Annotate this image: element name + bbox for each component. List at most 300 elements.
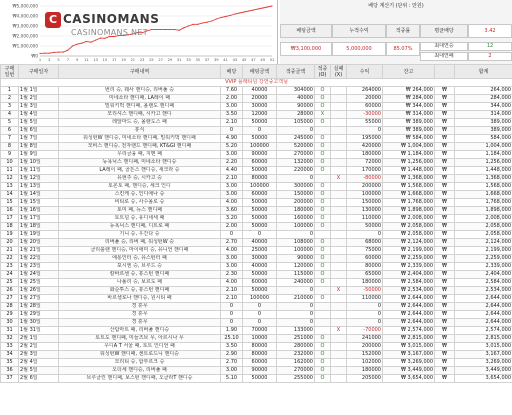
row-win-mark[interactable]: O bbox=[315, 119, 331, 127]
row-bets[interactable]: 휴식 bbox=[59, 127, 221, 135]
table-row[interactable] bbox=[1, 111, 512, 119]
row-currency[interactable]: ₩ bbox=[435, 159, 455, 167]
row-lose-mark[interactable] bbox=[331, 343, 347, 351]
table-row[interactable] bbox=[1, 351, 512, 359]
row-profit[interactable]: 0 bbox=[347, 319, 383, 327]
row-win-mark[interactable]: O bbox=[315, 167, 331, 175]
row-lose-mark[interactable] bbox=[331, 231, 347, 239]
row-lose-mark[interactable] bbox=[331, 263, 347, 271]
row-total[interactable]: 2,199,000 bbox=[455, 247, 512, 255]
row-date[interactable]: 1월 8일 bbox=[19, 143, 59, 151]
row-index[interactable]: 11 bbox=[1, 167, 19, 175]
row-payout[interactable]: 40000 bbox=[277, 95, 315, 103]
row-bets[interactable]: 나폴리 승, 보르도 패 bbox=[59, 279, 221, 287]
row-odds[interactable]: 0 bbox=[221, 303, 243, 311]
row-lose-mark[interactable] bbox=[331, 151, 347, 159]
row-currency[interactable]: ₩ bbox=[435, 343, 455, 351]
row-date[interactable]: 1월 26일 bbox=[19, 287, 59, 295]
table-row[interactable] bbox=[1, 327, 512, 335]
row-bets[interactable]: 모리티 승, 함부르크 승 bbox=[59, 359, 221, 367]
row-stake[interactable]: 25000 bbox=[243, 247, 277, 255]
row-total[interactable]: 389,000 bbox=[455, 127, 512, 135]
row-odds[interactable]: 3.00 bbox=[221, 263, 243, 271]
table-row[interactable] bbox=[1, 295, 512, 303]
row-stake[interactable]: 40000 bbox=[243, 87, 277, 95]
row-profit[interactable]: 0 bbox=[347, 127, 383, 135]
row-stake[interactable]: 60000 bbox=[243, 359, 277, 367]
row-profit[interactable]: 152000 bbox=[347, 351, 383, 359]
row-bets[interactable]: 번리 승, 웨사 핸디승, 리버풀 승 bbox=[59, 87, 221, 95]
row-currency[interactable]: ₩ bbox=[435, 127, 455, 135]
row-payout[interactable]: 210000 bbox=[277, 295, 315, 303]
row-profit[interactable]: 170000 bbox=[347, 167, 383, 175]
row-total[interactable]: 584,000 bbox=[455, 135, 512, 143]
row-stake[interactable]: 40000 bbox=[243, 239, 277, 247]
row-win-mark[interactable]: O bbox=[315, 151, 331, 159]
row-odds[interactable]: 3.60 bbox=[221, 207, 243, 215]
row-currency[interactable]: ₩ bbox=[435, 303, 455, 311]
table-row[interactable] bbox=[1, 95, 512, 103]
row-payout[interactable]: 251000 bbox=[277, 335, 315, 343]
row-date[interactable]: 1월 17일 bbox=[19, 215, 59, 223]
row-currency[interactable]: ₩ bbox=[435, 287, 455, 295]
row-stake[interactable]: 50000 bbox=[243, 119, 277, 127]
row-index[interactable]: 27 bbox=[1, 295, 19, 303]
row-stake[interactable]: 20000 bbox=[243, 95, 277, 103]
row-balance[interactable]: ₩ 1,368,000 bbox=[383, 175, 435, 183]
row-odds[interactable]: 2.70 bbox=[221, 359, 243, 367]
row-index[interactable]: 16 bbox=[1, 207, 19, 215]
row-date[interactable]: 1월 7일 bbox=[19, 135, 59, 143]
row-win-mark[interactable] bbox=[315, 287, 331, 295]
row-lose-mark[interactable] bbox=[331, 215, 347, 223]
row-bets[interactable]: 클리블랜 핸디승, 마이애미 승, 유니언 핸디패 bbox=[59, 247, 221, 255]
row-bets[interactable]: 토미 패, 뉴스 핸디패 bbox=[59, 207, 221, 215]
table-row[interactable] bbox=[1, 103, 512, 111]
row-payout[interactable]: 132000 bbox=[277, 159, 315, 167]
row-date[interactable]: 1월 20일 bbox=[19, 239, 59, 247]
row-win-mark[interactable]: O bbox=[315, 223, 331, 231]
row-currency[interactable]: ₩ bbox=[435, 271, 455, 279]
row-index[interactable]: 31 bbox=[1, 327, 19, 335]
row-odds[interactable]: 4.90 bbox=[221, 135, 243, 143]
row-index[interactable]: 30 bbox=[1, 319, 19, 327]
row-win-mark[interactable]: O bbox=[315, 247, 331, 255]
row-win-mark[interactable]: X bbox=[315, 111, 331, 119]
row-profit[interactable]: 150000 bbox=[347, 199, 383, 207]
row-payout[interactable]: 133000 bbox=[277, 327, 315, 335]
row-odds[interactable]: 2.10 bbox=[221, 287, 243, 295]
row-win-mark[interactable]: O bbox=[315, 135, 331, 143]
row-currency[interactable]: ₩ bbox=[435, 167, 455, 175]
row-date[interactable]: 1월 5일 bbox=[19, 119, 59, 127]
row-lose-mark[interactable] bbox=[331, 279, 347, 287]
row-stake[interactable]: 80000 bbox=[243, 343, 277, 351]
row-bets[interactable]: 경 휴무 bbox=[59, 303, 221, 311]
row-odds[interactable]: 0 bbox=[221, 319, 243, 327]
row-currency[interactable]: ₩ bbox=[435, 231, 455, 239]
row-profit[interactable]: 60000 bbox=[347, 255, 383, 263]
row-total[interactable]: 2,644,000 bbox=[455, 311, 512, 319]
row-total[interactable]: 344,000 bbox=[455, 103, 512, 111]
row-lose-mark[interactable] bbox=[331, 95, 347, 103]
row-win-mark[interactable]: O bbox=[315, 343, 331, 351]
table-row[interactable] bbox=[1, 367, 512, 375]
table-row[interactable] bbox=[1, 255, 512, 263]
table-row[interactable] bbox=[1, 175, 512, 183]
row-lose-mark[interactable]: X bbox=[331, 287, 347, 295]
row-profit[interactable]: 180000 bbox=[347, 151, 383, 159]
row-odds[interactable]: 4.00 bbox=[221, 279, 243, 287]
row-index[interactable]: 32 bbox=[1, 335, 19, 343]
row-win-mark[interactable]: O bbox=[315, 295, 331, 303]
row-currency[interactable]: ₩ bbox=[435, 175, 455, 183]
row-currency[interactable]: ₩ bbox=[435, 239, 455, 247]
row-balance[interactable]: ₩ 2,815,000 bbox=[383, 335, 435, 343]
row-odds[interactable]: 1.90 bbox=[221, 327, 243, 335]
row-bets[interactable]: 스킨케 승, 인디애나 승 bbox=[59, 191, 221, 199]
row-win-mark[interactable]: O bbox=[315, 159, 331, 167]
row-bets[interactable]: 칼바르센 승, 휴스턴 핸디패 bbox=[59, 271, 221, 279]
row-odds[interactable]: 3.00 bbox=[221, 103, 243, 111]
row-bets[interactable]: 모리셔스 핸디패, 시카고 핸디 bbox=[59, 111, 221, 119]
row-odds[interactable]: 2.70 bbox=[221, 239, 243, 247]
row-date[interactable]: 1월 23일 bbox=[19, 263, 59, 271]
row-index[interactable]: 25 bbox=[1, 279, 19, 287]
row-total[interactable]: 3,654,000 bbox=[455, 375, 512, 383]
row-balance[interactable]: ₩ 1,668,000 bbox=[383, 191, 435, 199]
row-payout[interactable]: 0 bbox=[277, 127, 315, 135]
row-odds[interactable]: 0 bbox=[221, 311, 243, 319]
row-currency[interactable]: ₩ bbox=[435, 135, 455, 143]
row-profit[interactable]: 110000 bbox=[347, 295, 383, 303]
row-lose-mark[interactable] bbox=[331, 271, 347, 279]
table-row[interactable] bbox=[1, 159, 512, 167]
row-date[interactable]: 1월 27일 bbox=[19, 295, 59, 303]
row-lose-mark[interactable] bbox=[331, 223, 347, 231]
table-row[interactable] bbox=[1, 151, 512, 159]
row-bets[interactable]: 우리금융 패, 지멘 패 bbox=[59, 151, 221, 159]
row-profit[interactable]: -70000 bbox=[347, 327, 383, 335]
row-win-mark[interactable]: O bbox=[315, 263, 331, 271]
row-balance[interactable]: ₩ 1,184,000 bbox=[383, 151, 435, 159]
row-profit[interactable]: 180000 bbox=[347, 279, 383, 287]
row-stake[interactable]: 80000 bbox=[243, 175, 277, 183]
row-balance[interactable]: ₩ 1,768,000 bbox=[383, 199, 435, 207]
row-profit[interactable]: 241000 bbox=[347, 335, 383, 343]
row-currency[interactable]: ₩ bbox=[435, 319, 455, 327]
table-row[interactable] bbox=[1, 375, 512, 383]
row-balance[interactable]: ₩ 3,015,000 bbox=[383, 343, 435, 351]
row-date[interactable]: 2월 6일 bbox=[19, 375, 59, 383]
row-index[interactable]: 6 bbox=[1, 127, 19, 135]
row-odds[interactable]: 3.00 bbox=[221, 183, 243, 191]
row-currency[interactable]: ₩ bbox=[435, 295, 455, 303]
row-lose-mark[interactable] bbox=[331, 199, 347, 207]
row-lose-mark[interactable] bbox=[331, 335, 347, 343]
row-total[interactable]: 1,768,000 bbox=[455, 199, 512, 207]
row-profit[interactable]: 264000 bbox=[347, 87, 383, 95]
row-balance[interactable]: ₩ 314,000 bbox=[383, 111, 435, 119]
table-row[interactable] bbox=[1, 183, 512, 191]
row-stake[interactable]: 50000 bbox=[243, 215, 277, 223]
row-profit[interactable]: 0 bbox=[347, 303, 383, 311]
row-win-mark[interactable]: O bbox=[315, 199, 331, 207]
row-win-mark[interactable]: O bbox=[315, 367, 331, 375]
row-date[interactable]: 1월 3일 bbox=[19, 103, 59, 111]
row-win-mark[interactable]: O bbox=[315, 215, 331, 223]
row-payout[interactable]: 90000 bbox=[277, 255, 315, 263]
row-win-mark[interactable]: O bbox=[315, 351, 331, 359]
row-currency[interactable]: ₩ bbox=[435, 143, 455, 151]
row-balance[interactable]: ₩ 2,339,000 bbox=[383, 263, 435, 271]
row-balance[interactable]: ₩ 2,644,000 bbox=[383, 295, 435, 303]
row-date[interactable]: 1월 25일 bbox=[19, 279, 59, 287]
table-row[interactable] bbox=[1, 271, 512, 279]
row-bets[interactable]: 밀워키벅 핸디패, 올랜도 핸디패 bbox=[59, 103, 221, 111]
table-row[interactable] bbox=[1, 231, 512, 239]
row-profit[interactable]: 60000 bbox=[347, 103, 383, 111]
row-bets[interactable]: 토트도 핸디패, 미들즈브 무, 아르시나 무 bbox=[59, 335, 221, 343]
row-lose-mark[interactable] bbox=[331, 247, 347, 255]
row-currency[interactable]: ₩ bbox=[435, 367, 455, 375]
row-index[interactable]: 18 bbox=[1, 223, 19, 231]
row-balance[interactable]: ₩ 3,269,000 bbox=[383, 359, 435, 367]
row-stake[interactable]: 90000 bbox=[243, 367, 277, 375]
row-balance[interactable]: ₩ 1,004,000 bbox=[383, 143, 435, 151]
row-profit[interactable]: 420000 bbox=[347, 143, 383, 151]
row-index[interactable]: 24 bbox=[1, 271, 19, 279]
row-win-mark[interactable]: O bbox=[315, 375, 331, 383]
row-profit[interactable]: 205000 bbox=[347, 375, 383, 383]
row-payout[interactable]: 162000 bbox=[277, 359, 315, 367]
row-total[interactable]: 3,449,000 bbox=[455, 367, 512, 375]
row-index[interactable]: 9 bbox=[1, 151, 19, 159]
row-balance[interactable]: ₩ 584,000 bbox=[383, 135, 435, 143]
row-odds[interactable]: 2.00 bbox=[221, 223, 243, 231]
row-win-mark[interactable]: O bbox=[315, 335, 331, 343]
row-total[interactable]: 3,167,000 bbox=[455, 351, 512, 359]
row-lose-mark[interactable] bbox=[331, 311, 347, 319]
row-date[interactable]: 2월 5일 bbox=[19, 367, 59, 375]
row-balance[interactable]: ₩ 2,644,000 bbox=[383, 311, 435, 319]
row-date[interactable]: 2월 4일 bbox=[19, 359, 59, 367]
row-index[interactable]: 19 bbox=[1, 231, 19, 239]
table-row[interactable] bbox=[1, 215, 512, 223]
row-total[interactable]: 284,000 bbox=[455, 95, 512, 103]
row-total[interactable]: 2,058,000 bbox=[455, 231, 512, 239]
row-date[interactable]: 1월 13일 bbox=[19, 183, 59, 191]
row-index[interactable]: 23 bbox=[1, 263, 19, 271]
row-total[interactable]: 1,448,000 bbox=[455, 167, 512, 175]
row-date[interactable]: 1월 31일 bbox=[19, 327, 59, 335]
row-stake[interactable]: 0 bbox=[243, 127, 277, 135]
row-lose-mark[interactable] bbox=[331, 143, 347, 151]
row-bets[interactable]: 브루클린 핸디패, 보스턴 핸디패, 오클라T 핸디승 bbox=[59, 375, 221, 383]
row-odds[interactable]: 4.40 bbox=[221, 167, 243, 175]
row-payout[interactable]: 0 bbox=[277, 311, 315, 319]
row-profit[interactable]: 68000 bbox=[347, 239, 383, 247]
row-odds[interactable]: 2.10 bbox=[221, 119, 243, 127]
row-bets[interactable]: 유현주 승, 시카고 승 bbox=[59, 175, 221, 183]
row-lose-mark[interactable] bbox=[331, 207, 347, 215]
row-payout[interactable]: 240000 bbox=[277, 279, 315, 287]
row-balance[interactable]: ₩ 3,654,000 bbox=[383, 375, 435, 383]
row-date[interactable]: 2월 3일 bbox=[19, 351, 59, 359]
row-profit[interactable]: 195000 bbox=[347, 135, 383, 143]
row-bets[interactable]: 뉴욕닉스 핸디패, 디트로 패 bbox=[59, 223, 221, 231]
row-payout[interactable]: 245000 bbox=[277, 135, 315, 143]
row-payout[interactable]: 270000 bbox=[277, 367, 315, 375]
row-odds[interactable]: 2.20 bbox=[221, 159, 243, 167]
row-profit[interactable]: 80000 bbox=[347, 263, 383, 271]
row-payout[interactable]: 100000 bbox=[277, 223, 315, 231]
row-stake[interactable]: 50000 bbox=[243, 287, 277, 295]
row-currency[interactable]: ₩ bbox=[435, 191, 455, 199]
row-total[interactable]: 2,339,000 bbox=[455, 263, 512, 271]
row-stake[interactable]: 50000 bbox=[243, 207, 277, 215]
row-payout[interactable]: 120000 bbox=[277, 263, 315, 271]
row-win-mark[interactable]: O bbox=[315, 95, 331, 103]
row-balance[interactable]: ₩ 2,058,000 bbox=[383, 231, 435, 239]
row-date[interactable]: 1월 16일 bbox=[19, 207, 59, 215]
row-bets[interactable]: 화순투스 승, 휴스턴 핸디패 bbox=[59, 287, 221, 295]
row-odds[interactable]: 3.50 bbox=[221, 343, 243, 351]
row-stake[interactable]: 90000 bbox=[243, 151, 277, 159]
row-odds[interactable]: 3.00 bbox=[221, 255, 243, 263]
row-lose-mark[interactable] bbox=[331, 255, 347, 263]
row-index[interactable]: 8 bbox=[1, 143, 19, 151]
row-date[interactable]: 1월 4일 bbox=[19, 111, 59, 119]
row-index[interactable]: 37 bbox=[1, 375, 19, 383]
row-currency[interactable]: ₩ bbox=[435, 351, 455, 359]
row-stake[interactable]: 50000 bbox=[243, 271, 277, 279]
row-balance[interactable]: ₩ 2,644,000 bbox=[383, 303, 435, 311]
row-odds[interactable]: 2.10 bbox=[221, 295, 243, 303]
row-balance[interactable]: ₩ 3,449,000 bbox=[383, 367, 435, 375]
row-profit[interactable]: 100000 bbox=[347, 191, 383, 199]
row-index[interactable]: 20 bbox=[1, 239, 19, 247]
row-date[interactable]: 2월 1일 bbox=[19, 335, 59, 343]
row-profit[interactable]: 50000 bbox=[347, 223, 383, 231]
row-balance[interactable]: ₩ 2,534,000 bbox=[383, 287, 435, 295]
row-lose-mark[interactable] bbox=[331, 191, 347, 199]
table-row[interactable] bbox=[1, 167, 512, 175]
row-profit[interactable]: 55000 bbox=[347, 119, 383, 127]
row-index[interactable]: 14 bbox=[1, 191, 19, 199]
row-stake[interactable]: 70000 bbox=[243, 327, 277, 335]
row-win-mark[interactable]: O bbox=[315, 87, 331, 95]
row-date[interactable]: 1월 29일 bbox=[19, 311, 59, 319]
row-payout[interactable]: 304000 bbox=[277, 87, 315, 95]
row-stake[interactable]: 0 bbox=[243, 319, 277, 327]
row-bets[interactable]: 산탐마트 패, 리버풀 핸디승 bbox=[59, 327, 221, 335]
row-total[interactable]: 314,000 bbox=[455, 111, 512, 119]
row-profit[interactable]: 110000 bbox=[347, 215, 383, 223]
row-stake[interactable]: 100000 bbox=[243, 295, 277, 303]
row-payout[interactable]: 28000 bbox=[277, 111, 315, 119]
row-total[interactable]: 2,644,000 bbox=[455, 319, 512, 327]
row-lose-mark[interactable] bbox=[331, 367, 347, 375]
row-stake[interactable]: 60000 bbox=[243, 159, 277, 167]
row-bets[interactable]: 토론토 패, 핸디승, 세크 인디 bbox=[59, 183, 221, 191]
row-odds[interactable]: 2.90 bbox=[221, 351, 243, 359]
table-row[interactable] bbox=[1, 287, 512, 295]
row-bets[interactable]: 워싱턴W 핸디승, 미네소타 핸디패, 밀워키벅 핸디패 bbox=[59, 135, 221, 143]
row-profit[interactable]: -50000 bbox=[347, 287, 383, 295]
row-balance[interactable]: ₩ 2,574,000 bbox=[383, 327, 435, 335]
row-currency[interactable]: ₩ bbox=[435, 111, 455, 119]
row-odds[interactable]: 3.00 bbox=[221, 367, 243, 375]
row-total[interactable]: 2,259,000 bbox=[455, 255, 512, 263]
row-total[interactable]: 2,534,000 bbox=[455, 287, 512, 295]
table-row[interactable] bbox=[1, 223, 512, 231]
row-date[interactable]: 1월 15일 bbox=[19, 199, 59, 207]
table-row[interactable] bbox=[1, 199, 512, 207]
row-win-mark[interactable] bbox=[315, 319, 331, 327]
row-win-mark[interactable]: O bbox=[315, 143, 331, 151]
row-profit[interactable]: 130000 bbox=[347, 207, 383, 215]
row-stake[interactable]: 100000 bbox=[243, 143, 277, 151]
row-payout[interactable]: 160000 bbox=[277, 215, 315, 223]
row-lose-mark[interactable] bbox=[331, 127, 347, 135]
row-currency[interactable]: ₩ bbox=[435, 87, 455, 95]
row-total[interactable]: 2,644,000 bbox=[455, 303, 512, 311]
row-payout[interactable]: 0 bbox=[277, 287, 315, 295]
table-row[interactable] bbox=[1, 319, 512, 327]
row-index[interactable]: 33 bbox=[1, 343, 19, 351]
table-row[interactable] bbox=[1, 359, 512, 367]
row-currency[interactable]: ₩ bbox=[435, 207, 455, 215]
row-odds[interactable]: 3.00 bbox=[221, 191, 243, 199]
row-lose-mark[interactable]: X bbox=[331, 327, 347, 335]
row-balance[interactable]: ₩ 2,584,000 bbox=[383, 279, 435, 287]
row-win-mark[interactable]: O bbox=[315, 359, 331, 367]
row-bets[interactable]: 바르셀로나 핸디승, 원시티 패 bbox=[59, 295, 221, 303]
row-payout[interactable]: 90000 bbox=[277, 103, 315, 111]
row-currency[interactable]: ₩ bbox=[435, 311, 455, 319]
row-index[interactable]: 5 bbox=[1, 119, 19, 127]
row-profit[interactable]: 72000 bbox=[347, 159, 383, 167]
row-total[interactable]: 1,568,000 bbox=[455, 183, 512, 191]
row-lose-mark[interactable] bbox=[331, 295, 347, 303]
row-total[interactable]: 2,404,000 bbox=[455, 271, 512, 279]
row-win-mark[interactable]: O bbox=[315, 191, 331, 199]
row-index[interactable]: 7 bbox=[1, 135, 19, 143]
row-date[interactable]: 1월 19일 bbox=[19, 231, 59, 239]
row-lose-mark[interactable]: X bbox=[331, 175, 347, 183]
row-balance[interactable]: ₩ 284,000 bbox=[383, 95, 435, 103]
row-total[interactable]: 2,815,000 bbox=[455, 335, 512, 343]
row-payout[interactable]: 300000 bbox=[277, 183, 315, 191]
row-lose-mark[interactable] bbox=[331, 351, 347, 359]
row-stake[interactable]: 50000 bbox=[243, 375, 277, 383]
row-date[interactable]: 1월 9일 bbox=[19, 151, 59, 159]
row-bets[interactable]: 미네소타 핸디패, LA레이 패 bbox=[59, 95, 221, 103]
row-total[interactable]: 2,124,000 bbox=[455, 239, 512, 247]
row-total[interactable]: 264,000 bbox=[455, 87, 512, 95]
row-win-mark[interactable] bbox=[315, 231, 331, 239]
row-payout[interactable]: 150000 bbox=[277, 191, 315, 199]
row-index[interactable]: 13 bbox=[1, 183, 19, 191]
row-total[interactable]: 389,000 bbox=[455, 119, 512, 127]
row-total[interactable]: 2,584,000 bbox=[455, 279, 512, 287]
table-row[interactable] bbox=[1, 119, 512, 127]
row-index[interactable]: 1 bbox=[1, 87, 19, 95]
row-payout[interactable]: 105000 bbox=[277, 119, 315, 127]
row-stake[interactable]: 0 bbox=[243, 303, 277, 311]
table-row[interactable] bbox=[1, 87, 512, 95]
